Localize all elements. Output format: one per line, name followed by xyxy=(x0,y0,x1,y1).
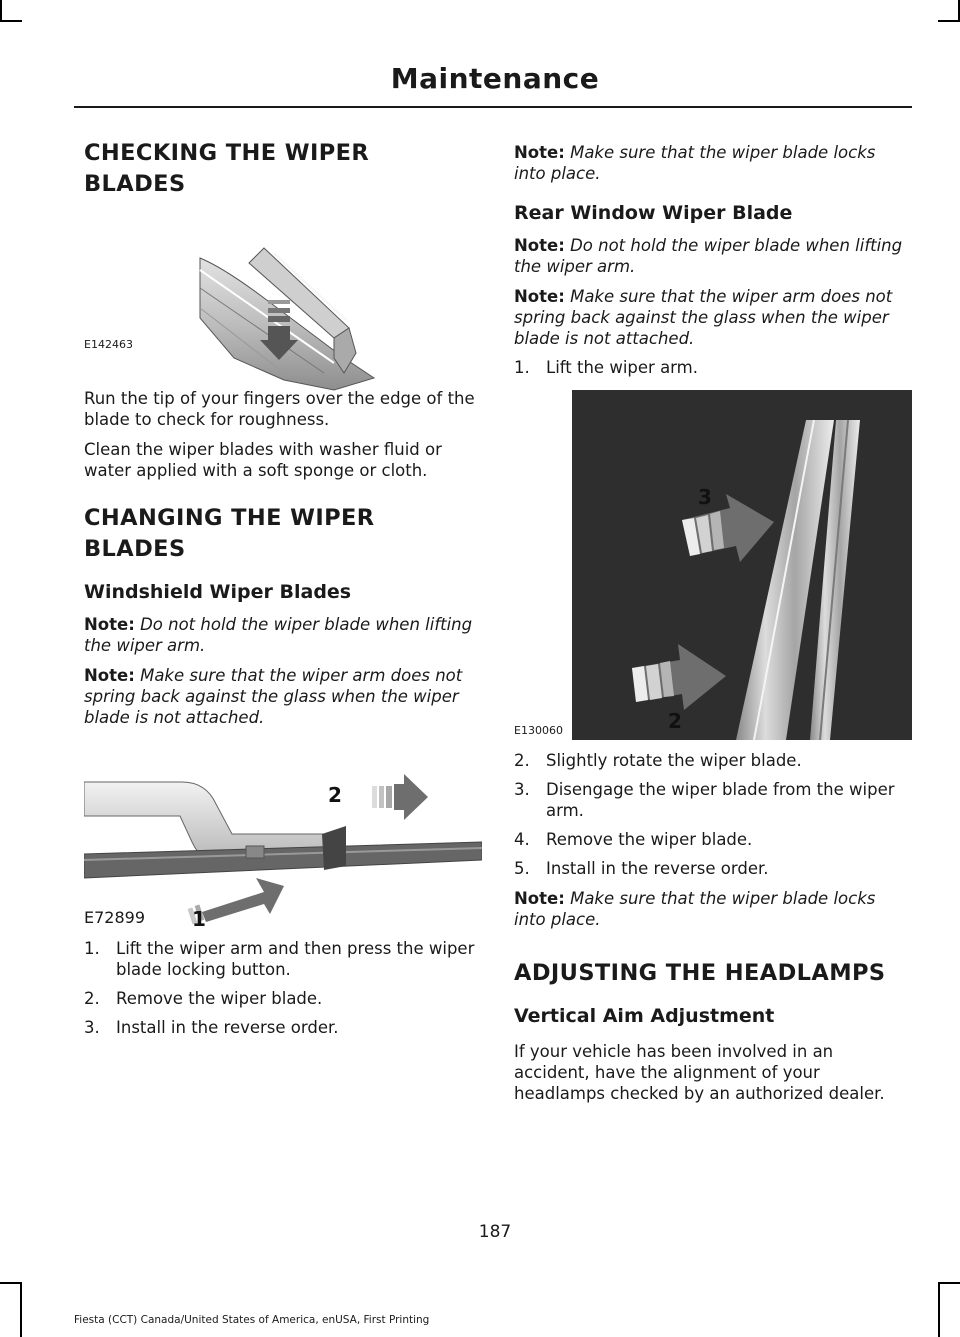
callout-2: 2 xyxy=(668,709,682,733)
figure-wiper-blade-locking-button xyxy=(84,742,482,930)
crop-mark xyxy=(0,20,22,22)
note-text: Make sure that the wiper blade locks into place. xyxy=(514,143,876,183)
crop-mark xyxy=(0,0,2,22)
steps-list xyxy=(514,357,912,378)
list-item: 1. Lift the wiper arm. xyxy=(514,358,698,377)
note-label: Note: xyxy=(84,615,135,634)
crop-mark xyxy=(938,1282,940,1337)
callout-3: 3 xyxy=(698,485,712,509)
figure-id: E142463 xyxy=(84,338,133,351)
list-item: 4. Remove the wiper blade. xyxy=(514,830,753,849)
list-item: 3. Disengage the wiper blade from the wiper arm. xyxy=(514,780,895,820)
note-text: Make sure that the wiper arm does not spring back against the glass when the wiper blade is not attached. xyxy=(84,666,463,727)
note-label: Note: xyxy=(514,287,565,306)
note xyxy=(514,888,912,930)
note-label: Note: xyxy=(84,666,135,685)
page-number: 187 xyxy=(478,1222,512,1242)
subsection-title-vertical-aim-adjustment: Vertical Aim Adjustment xyxy=(514,1005,775,1027)
crop-mark xyxy=(20,1282,22,1337)
note-text: Make sure that the wiper arm does not spring back against the glass when the wiper blade is not attached. xyxy=(514,287,893,348)
note-text: Make sure that the wiper blade locks into place. xyxy=(514,889,876,929)
note xyxy=(514,286,912,349)
callout-2: 2 xyxy=(328,783,342,807)
paragraph: Clean the wiper blades with washer fluid or water applied with a soft sponge or cloth. xyxy=(84,440,442,480)
right-column xyxy=(514,142,912,1104)
crop-mark xyxy=(938,20,960,22)
list-item: 2. Remove the wiper blade. xyxy=(84,989,323,1008)
note xyxy=(84,614,482,656)
steps-list xyxy=(514,750,912,879)
paragraph: Run the tip of your fingers over the edge of the blade to check for roughness. xyxy=(84,389,475,429)
note-text: Do not hold the wiper blade when lifting the wiper arm. xyxy=(84,615,473,655)
header-divider xyxy=(74,106,912,108)
note xyxy=(84,665,482,728)
section-title-adjusting-headlamps: ADJUSTING THE HEADLAMPS xyxy=(514,960,886,986)
list-item: 2. Slightly rotate the wiper blade. xyxy=(514,751,802,770)
figure-rear-wiper xyxy=(514,390,912,740)
paragraph: If your vehicle has been involved in an accident, have the alignment of your headlamps checked by an authorized dealer. xyxy=(514,1042,885,1103)
crop-mark xyxy=(0,1282,22,1284)
note-label: Note: xyxy=(514,889,565,908)
note-label: Note: xyxy=(514,236,565,255)
note xyxy=(514,235,912,277)
subsection-title-windshield-wiper-blades: Windshield Wiper Blades xyxy=(84,581,352,603)
section-title-checking-wiper-blades: CHECKING THE WIPER BLADES xyxy=(84,140,370,197)
wiper-blade-edge-illustration xyxy=(84,208,482,398)
note xyxy=(514,142,912,184)
left-column xyxy=(84,138,482,1038)
crop-mark xyxy=(938,1282,960,1284)
figure-id: E72899 xyxy=(84,908,146,927)
note-label: Note: xyxy=(514,143,565,162)
figure-wiper-blade-edge xyxy=(84,208,482,398)
list-item: 1. Lift the wiper arm and then press the wiper blade locking button. xyxy=(84,939,475,979)
section-title-changing-wiper-blades: CHANGING THE WIPER BLADES xyxy=(84,505,375,562)
callout-1: 1 xyxy=(192,907,206,930)
figure-id: E130060 xyxy=(514,724,563,737)
edition-line: Fiesta (CCT) Canada/United States of America, enUSA, First Printing xyxy=(74,1314,430,1326)
list-item: 3. Install in the reverse order. xyxy=(84,1018,339,1037)
subsection-title-rear-window-wiper-blade: Rear Window Wiper Blade xyxy=(514,202,793,224)
list-item: 5. Install in the reverse order. xyxy=(514,859,769,878)
note-text: Do not hold the wiper blade when lifting the wiper arm. xyxy=(514,236,903,276)
steps-list xyxy=(84,938,482,1038)
rear-wiper-illustration xyxy=(514,390,912,740)
wiper-locking-button-illustration xyxy=(84,742,482,930)
page-header-title: Maintenance xyxy=(390,62,600,95)
